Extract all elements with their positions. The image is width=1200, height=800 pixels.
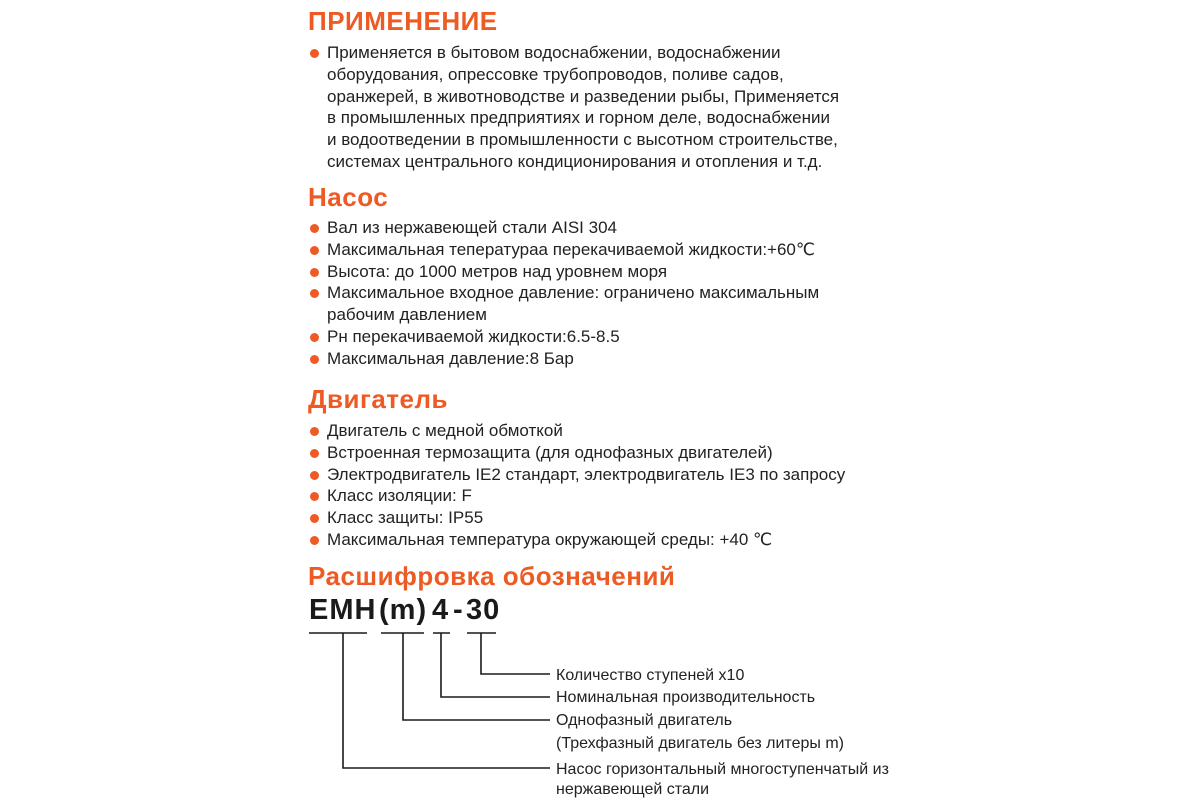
motor-item-4: Класс изоляции: F [327,486,472,506]
motor-item-2: Встроенная термозащита (для однофазных двигателей) [327,442,773,462]
motor-item-5: Класс защиты: IP55 [327,508,484,528]
application-line-4: в промышленных предприятиях и горном деле, водоснабжении [327,108,830,128]
section-title-pump: Насос [308,182,389,212]
pump-item-1: Вал из нержавеющей стали AISI 304 [327,218,617,237]
legend-flow: Номинальная производительность [556,689,816,706]
motor-item-1: Двигатель с медной обмоткой [327,421,563,440]
pump-item-3: Высота: до 1000 метров над уровнем моря [327,261,668,281]
code-single-phase-m: (m) [379,594,428,626]
leader-single-phase [403,633,550,720]
application-line-2: оборудования, опрессовке трубопроводов, поливе садов, [327,64,784,84]
section-title-decoding: Расшифровка обозначений [308,561,676,591]
leader-flow [441,633,550,697]
section-title-application: ПРИМЕНЕНИЕ [308,6,498,36]
leader-series [343,633,550,768]
code-series-emh: EMH [309,594,377,626]
application-line-6: системах центрального кондиционирования и отопления и т.д. [327,151,823,171]
legend-stages: Количество ступеней x10 [556,667,745,684]
motor-item-6: Максимальная температура окружающей среды: +40 ℃ [327,529,773,549]
application-line-5: и водоотведении в промышленности с высотном строительстве, [327,130,838,150]
legend-single-phase: Однофазный двигатель [556,712,733,729]
pump-item-5: Рн перекачиваемой жидкости:6.5-8.5 [327,326,620,346]
legend-three-phase-note: (Трехфазный двигатель без литеры m) [556,735,844,752]
leader-stages [481,633,550,674]
code-dash: - [453,594,464,626]
pump-item-4-cont: рабочим давлением [327,305,487,325]
code-stages-30: 30 [466,594,501,626]
section-title-motor: Двигатель [308,384,448,414]
legend-series-line-1: Насос горизонтальный многоступенчатый из [556,761,889,778]
pump-item-4: Максимальное входное давление: ограничено максимальным [327,283,820,303]
code-flow-4: 4 [432,594,450,626]
motor-item-3: Электродвигатель IE2 стандарт, электродвигатель IE3 по запросу [327,464,846,484]
legend-series-line-2: нержавеющей стали [556,781,710,798]
pump-item-6: Максимальная давление:8 Бар [327,348,574,368]
pump-item-2: Максимальная теператураа перекачиваемой жидкости:+60℃ [327,239,815,259]
application-line-1: Применяется в бытовом водоснабжении, водоснабжении [327,43,781,62]
application-line-3: оранжерей, в животноводстве и разведении рыбы, Применяется [327,86,840,106]
